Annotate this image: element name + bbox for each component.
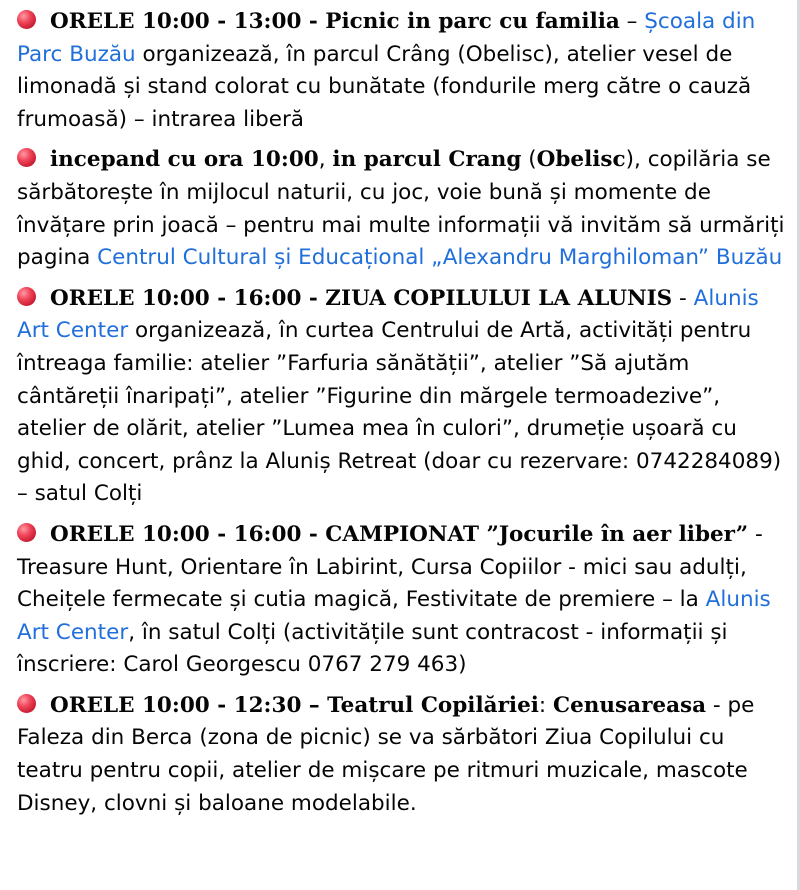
event-text: [17, 283, 786, 511]
event-item: [17, 690, 786, 820]
event-title: ORELE 10:00 - 16:00 - CAMPIONAT ”Jocurile în aer liber”: [50, 521, 749, 547]
page-link-scoala-din-parc[interactable]: Școala din Parc Buzău: [17, 9, 756, 67]
page-link-centrul-cultural[interactable]: Centrul Cultural și Educațional „Alexandru Marghiloman” Buzău: [97, 245, 783, 271]
event-text: [17, 690, 786, 820]
event-item: [17, 283, 786, 511]
red-circle-icon: [17, 148, 36, 167]
event-separator: (: [521, 147, 537, 173]
red-circle-icon: [17, 10, 36, 29]
event-title: ORELE 10:00 - 12:30 – Teatrul Copilăriei: [50, 692, 539, 718]
event-location: in parcul Crang: [332, 147, 522, 173]
event-text: [17, 519, 786, 682]
page-link-alunis-art-center[interactable]: Alunis Art Center: [17, 285, 759, 344]
event-title: ORELE 10:00 - 13:00 - Picnic in parc cu familia: [50, 9, 620, 34]
event-title: ORELE 10:00 - 16:00 - ZIUA COPILULUI LA ALUNIS: [50, 285, 673, 311]
event-item: [17, 144, 786, 274]
event-item: [17, 519, 786, 682]
event-text: [17, 144, 786, 274]
red-circle-icon: [17, 287, 36, 306]
event-description: - pe Faleza din Berca (zona de picnic) se va sărbători Ziua Copilului cu teatru pentru copii, atelier de mișcare pe ritmuri muzicale, mascote Disney, clovni și baloane modelabile.: [17, 692, 755, 816]
event-separator: ,: [318, 147, 333, 173]
event-location-detail: Obelisc: [536, 147, 626, 173]
event-title: incepand cu ora 10:00: [50, 147, 319, 173]
event-show-name: Cenusareasa: [553, 692, 707, 718]
red-circle-icon: [17, 523, 36, 542]
event-text: [17, 6, 786, 136]
event-description-continued: , în satul Colți (activitățile sunt contracost - informații și înscriere: Carol Georgescu 0767 279 463): [17, 619, 728, 678]
page-link-alunis-art-center[interactable]: Alunis Art Center: [17, 587, 771, 645]
event-description: organizează, în parcul Crâng (Obelisc), atelier vesel de limonadă și stand colorat cu bunătate (fondurile merg către o cauză frumoasă) – intrarea liberă: [17, 41, 752, 132]
event-item: [17, 6, 786, 136]
event-description: organizează, în curtea Centrului de Artă, activități pentru întreaga familie: atelier ”Farfuria sănătății”, atelier ”Să ajutăm cântăreții înaripați”, atelier ”Figurine din mărgele termoadezive”, atelier de olărit, atelier ”Lumea mea în culori”, drumeție ușoară cu ghid, concert, prânz la Aluniș Retreat (doar cu rezervare: 0742284089) – satul Colți: [17, 318, 782, 507]
event-separator: –: [619, 9, 645, 34]
red-circle-icon: [17, 694, 36, 713]
event-separator: -: [672, 285, 694, 311]
event-separator: :: [538, 692, 553, 718]
event-description: - Treasure Hunt, Orientare în Labirint, Cursa Copiilor - mici sau adulți, Cheițele fermecate și cutia magică, Festivitate de premiere – la: [17, 521, 763, 613]
event-description: ), copilăria se sărbătorește în mijlocul naturii, cu joc, voie bună și momente de învățare prin joacă – pentru mai multe informații vă invităm să urmăriți pagina: [17, 147, 785, 271]
